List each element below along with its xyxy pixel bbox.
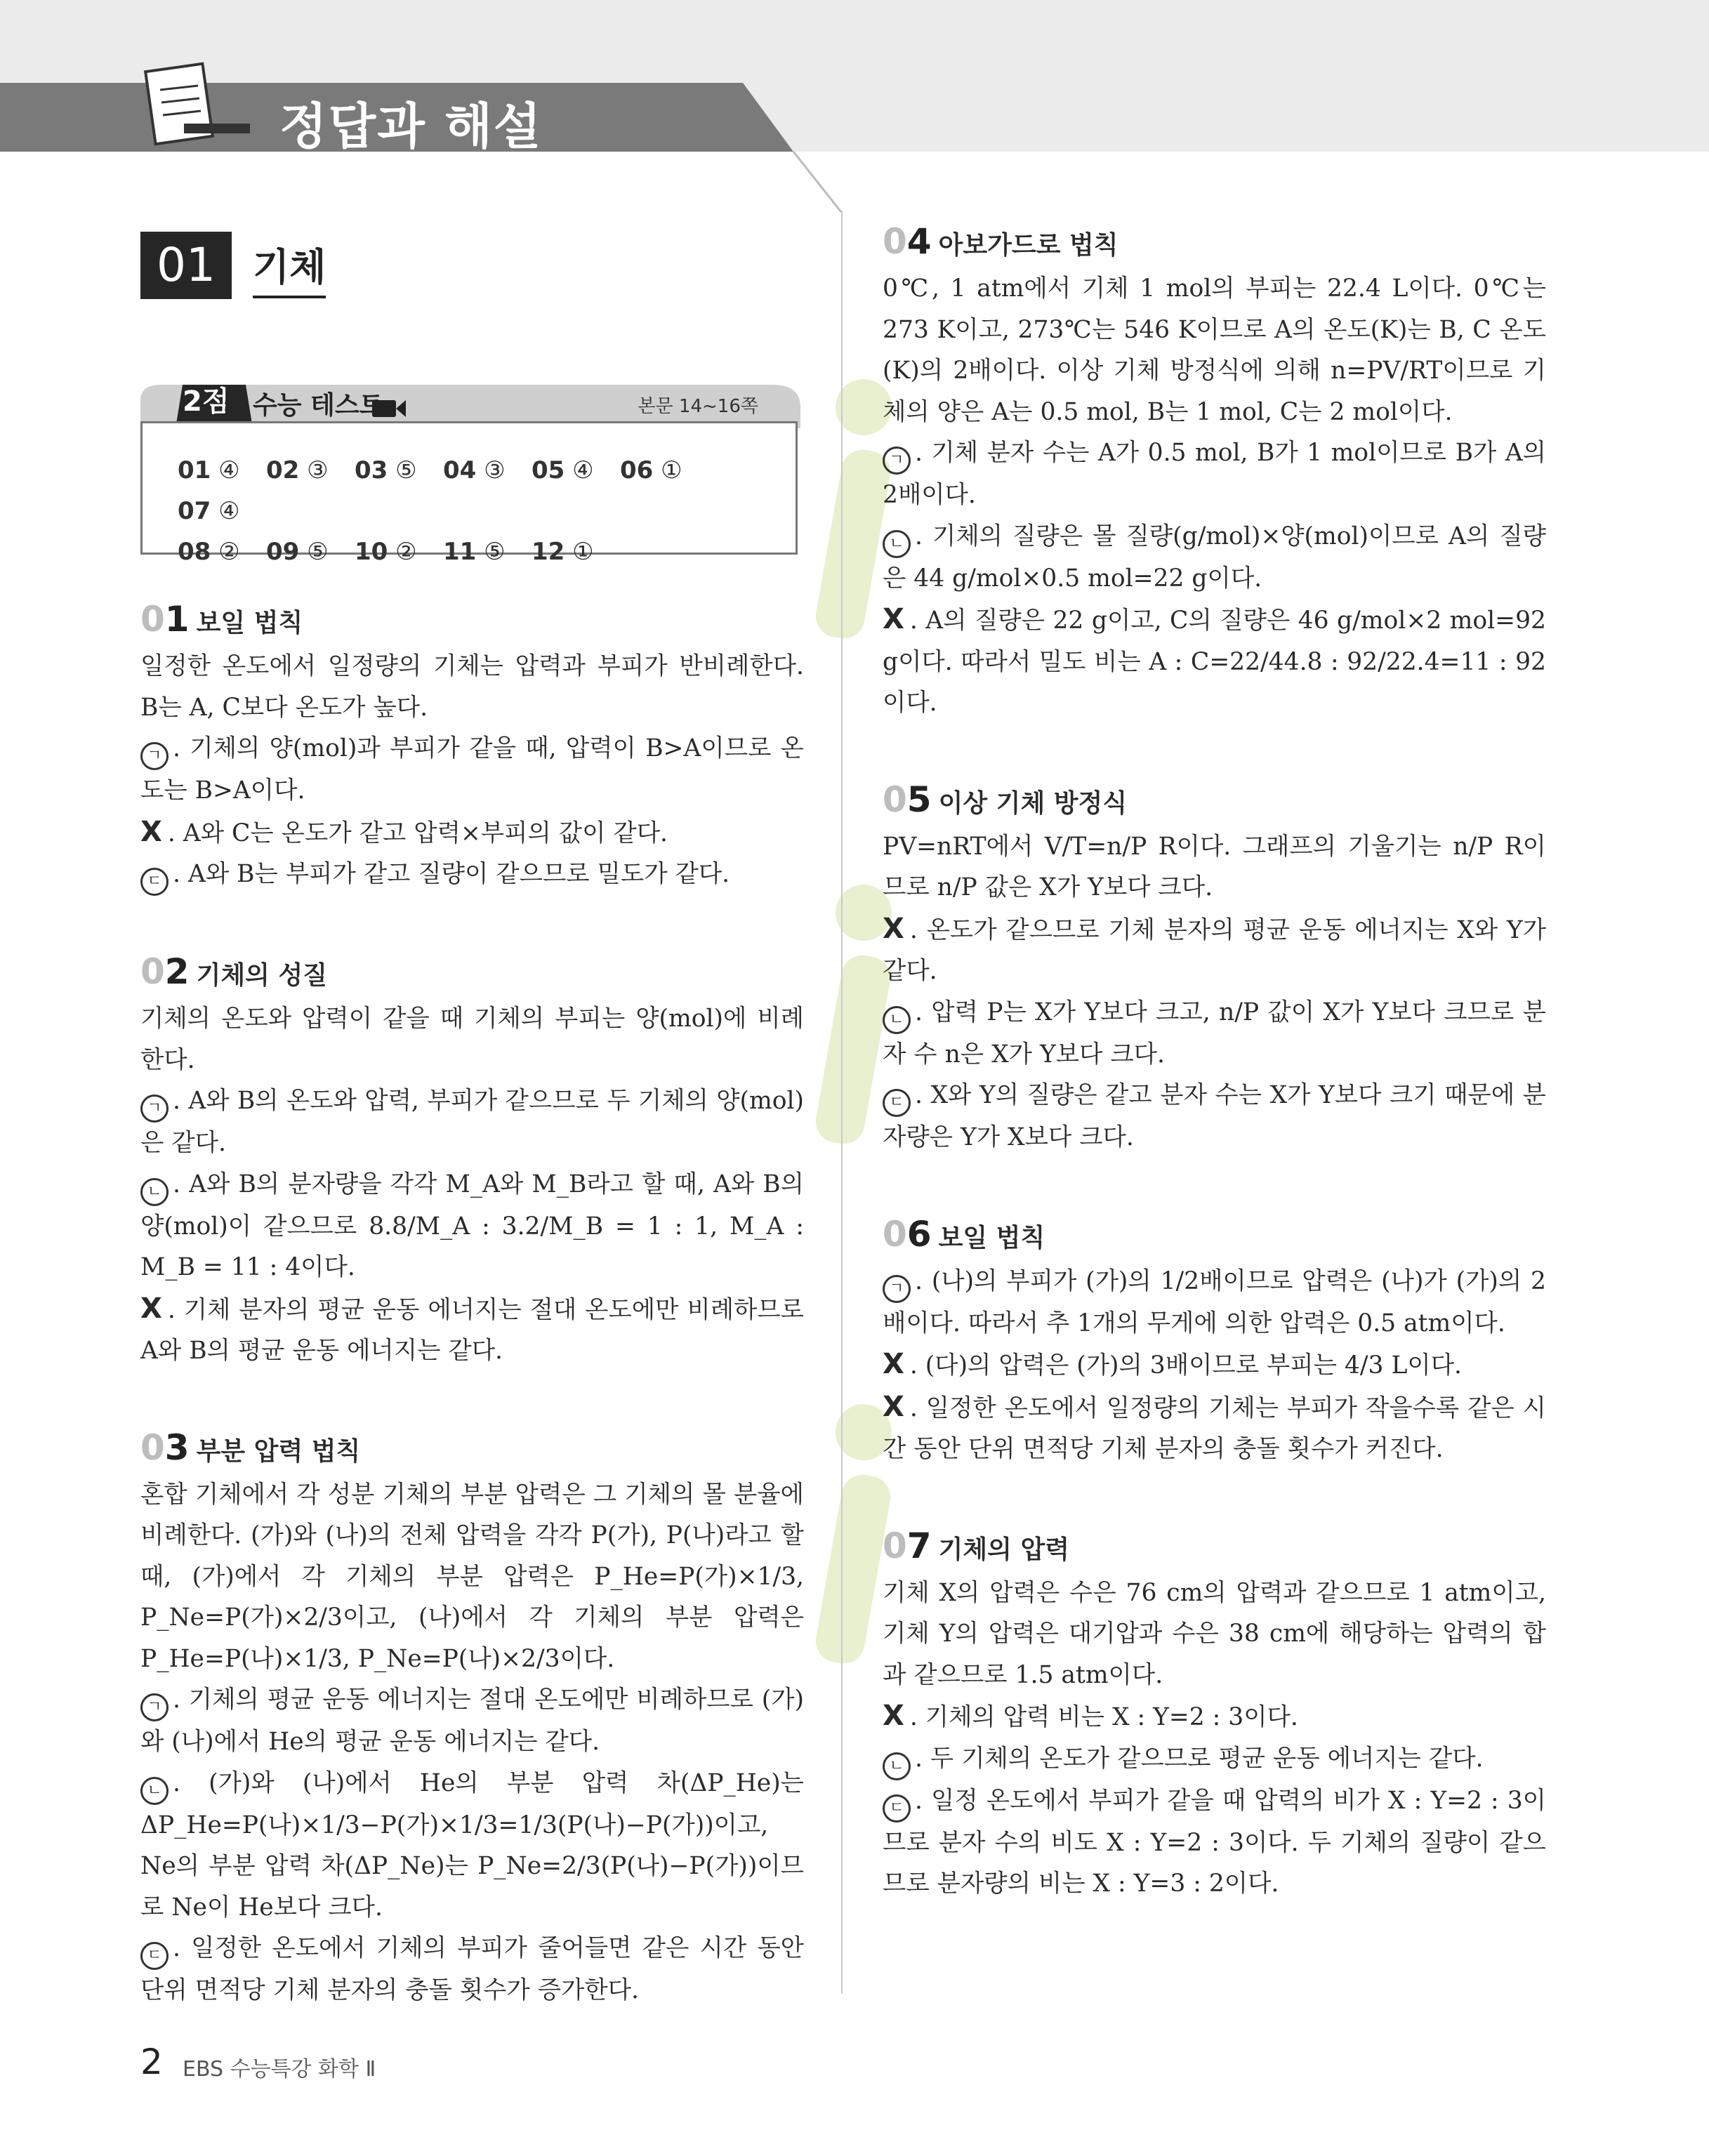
explanation-line: [140, 1164, 804, 1288]
explanation-line: [883, 516, 1546, 600]
answer-question: 04: [443, 456, 477, 484]
answer-choice: ②: [211, 538, 240, 566]
explanation-line: [883, 1780, 1546, 1905]
choice-marker: ㄷ: [883, 1794, 911, 1823]
question-title: 이상 기체 방정식: [938, 788, 1128, 818]
explanation-line: [140, 1288, 804, 1372]
question-number: 5: [906, 779, 932, 820]
wrong-mark-icon: X: [883, 1390, 904, 1423]
left-column: [140, 597, 804, 2011]
explanation-line: 기체 X의 압력은 수은 76 cm의 압력과 같으므로 1 atm이고, 기체 Y의 압력은 대기압과 수은 38 cm에 해당하는 압력의 합과 같으므로 1.5 atm이다.: [883, 1578, 1546, 1689]
explanation-text: . A와 B의 온도와 압력, 부피가 같으므로 두 기체의 양(mol)은 같다.: [140, 1087, 804, 1157]
explanation-text: . 기체 분자 수는 A가 0.5 mol, B가 1 mol이므로 B가 A의 2배이다.: [883, 439, 1546, 509]
choice-marker: ㄱ: [883, 447, 911, 475]
answer-choice: ④: [211, 456, 240, 484]
explanation-text: . 기체의 평균 운동 에너지는 절대 온도에만 비례하므로 (가)와 (나)에서 He의 평균 운동 에너지는 같다.: [140, 1686, 804, 1756]
test-name: 수능 테스트: [253, 391, 384, 420]
explanation-text: . 기체 분자의 평균 운동 에너지는 절대 온도에만 비례하므로 A와 B의 평균 운동 에너지는 같다.: [140, 1295, 804, 1365]
explanation-line: [883, 1344, 1546, 1387]
question-number: 4: [906, 221, 932, 262]
explanation-line: [883, 599, 1546, 724]
answer-question: 11: [443, 538, 477, 566]
wrong-mark-icon: X: [140, 815, 162, 848]
answer-item: [178, 450, 266, 491]
answer-list: [178, 450, 781, 572]
answer-item: [355, 450, 443, 491]
explanation-line: 0℃, 1 atm에서 기체 1 mol의 부피는 22.4 L이다. 0℃는 273 K이고, 273℃는 546 K이므로 A의 온도(K)는 B, C 온도(K)의 2배이다. 이상 기체 방정식에 의해 n=PV/RT이므로 기체의 양은 A는 0.5 mol, B는 1 mol, C는 2 mol이다.: [883, 275, 1546, 426]
answer-item: [178, 491, 266, 531]
question-number-prefix: 0: [140, 599, 165, 640]
question-number-prefix: 0: [883, 1525, 907, 1566]
column-divider: [841, 211, 843, 1994]
explanation-text: . 온도가 같으므로 기체 분자의 평균 운동 에너지는 X와 Y가 같다.: [883, 915, 1546, 985]
explanation-line: [883, 1075, 1546, 1158]
question-heading: [883, 777, 1546, 826]
question-number: 3: [164, 1427, 190, 1468]
question-number-prefix: 0: [883, 221, 907, 262]
answer-question: 01: [178, 456, 211, 484]
choice-marker: ㄷ: [140, 1942, 169, 1970]
answer-question: 02: [266, 456, 300, 484]
question-title: 부분 압력 법칙: [196, 1436, 361, 1466]
wrong-mark-icon: X: [140, 1292, 162, 1325]
wrong-mark-icon: X: [883, 603, 904, 635]
explanation-line: [883, 992, 1546, 1076]
answer-choice: ⑤: [299, 538, 329, 566]
question-number: 2: [164, 951, 190, 992]
answer-item: [266, 450, 355, 491]
answer-choice: ②: [388, 538, 417, 566]
explanation-line: [883, 1738, 1546, 1780]
choice-marker: ㄴ: [883, 1752, 911, 1780]
explanation-text: . (다)의 압력은 (가)의 3배이므로 부피는 4/3 L이다.: [909, 1351, 1462, 1380]
explanation-text: . (나)의 부피가 (가)의 1/2배이므로 압력은 (나)가 (가)의 2배이다. 따라서 추 1개의 무게에 의한 압력은 0.5 atm이다.: [883, 1267, 1546, 1337]
explanation-line: [140, 728, 804, 812]
answer-choice: ①: [653, 456, 682, 484]
header-banner: [0, 0, 1709, 232]
answer-question: 07: [178, 497, 211, 525]
choice-marker: ㄴ: [140, 1178, 169, 1206]
explanation-text: . A와 C는 온도가 같고 압력×부피의 값이 같다.: [167, 819, 668, 847]
answer-choice: ③: [299, 456, 329, 484]
explanation-text: . 기체의 질량은 몰 질량(g/mol)×양(mol)이므로 A의 질량은 44 g/mol×0.5 mol=22 g이다.: [883, 522, 1546, 593]
question-heading: [140, 597, 804, 646]
explanation-line: [883, 1695, 1546, 1738]
answer-question: 10: [355, 538, 388, 566]
answer-question: 03: [355, 456, 388, 484]
explanation-text: . 일정 온도에서 부피가 같을 때 압력의 비가 X : Y=2 : 3이므로 분자 수의 비도 X : Y=2 : 3이다. 두 기체의 질량이 같으므로 분자량의 비는 X : Y=3 : 2이다.: [883, 1786, 1546, 1898]
explanation-line: [883, 432, 1546, 516]
question-number-prefix: 0: [883, 1213, 907, 1255]
question-heading: [883, 1523, 1546, 1573]
wrong-mark-icon: X: [883, 1348, 904, 1380]
answer-choice: ⑤: [388, 456, 417, 484]
answer-item: [178, 531, 266, 572]
answer-question: 12: [532, 538, 565, 566]
explanation-text: . 기체의 압력 비는 X : Y=2 : 3이다.: [909, 1703, 1298, 1731]
test-pages: 본문 14~16쪽: [638, 396, 758, 417]
choice-marker: ㄱ: [140, 1693, 169, 1721]
chapter-title: 기체: [253, 237, 326, 298]
explanation-text: . X와 Y의 질량은 같고 분자 수는 X가 Y보다 크기 때문에 분자량은 Y가 X보다 크다.: [883, 1081, 1546, 1151]
explanation-line: [140, 854, 804, 896]
answer-item: [532, 531, 620, 572]
answer-choice: ①: [565, 538, 594, 566]
answer-item: [532, 450, 620, 491]
question-title: 보일 법칙: [196, 609, 303, 637]
book-title: EBS 수능특강 화학 Ⅱ: [183, 2057, 376, 2082]
answer-choice: ④: [211, 497, 240, 525]
question-title: 기체의 압력: [938, 1535, 1070, 1564]
answer-choice: ③: [476, 456, 506, 484]
explanation-line: [140, 1679, 804, 1763]
explanation-line: [140, 1080, 804, 1164]
explanation-text: . 압력 P는 X가 Y보다 크고, n/P 값이 X가 Y보다 크므로 분자 수 n은 X가 Y보다 크다.: [883, 998, 1546, 1069]
answer-question: 08: [178, 538, 211, 566]
answer-item: [355, 531, 443, 572]
right-column: [883, 219, 1546, 1905]
answer-choice: ⑤: [476, 538, 506, 566]
answer-question: 09: [266, 538, 300, 566]
answer-question: 06: [620, 456, 654, 484]
answer-box: [140, 421, 798, 566]
choice-marker: ㄱ: [883, 1275, 911, 1303]
question-heading: [140, 949, 804, 998]
wrong-mark-icon: X: [883, 912, 904, 945]
explanation-text: . 두 기체의 온도가 같으므로 평균 운동 에너지는 같다.: [915, 1744, 1484, 1773]
chapter-number: 01: [140, 232, 232, 299]
explanation-line: 일정한 온도에서 일정량의 기체는 압력과 부피가 반비례한다. B는 A, C보다 온도가 높다.: [140, 652, 804, 722]
choice-marker: ㄱ: [140, 742, 169, 770]
page-title: 정답과 해설: [279, 98, 543, 155]
question-heading: [140, 1425, 804, 1474]
explanation-line: [883, 1261, 1546, 1344]
explanation-line: 기체의 온도와 압력이 같을 때 기체의 부피는 양(mol)에 비례한다.: [140, 1005, 804, 1074]
question-number: 7: [906, 1525, 932, 1566]
wrong-mark-icon: X: [883, 1700, 904, 1732]
question-number: 6: [906, 1213, 932, 1255]
question-title: 기체의 성질: [196, 961, 328, 990]
explanation-text: . (가)와 (나)에서 He의 부분 압력 차(ΔP_He)는 ΔP_He=P(나)×1/3−P(가)×1/3=1/3(P(나)−P(가))이고, Ne의 부분 압력 차(ΔP_Ne)는 P_Ne=2/3(P(나)−P(가))이므로 Ne이 He보다 크다.: [140, 1768, 804, 1922]
explanation-text: . 일정한 온도에서 기체의 부피가 줄어들면 같은 시간 동안 단위 면적당 기체 분자의 충돌 횟수가 증가한다.: [140, 1934, 804, 2004]
explanation-line: [140, 1928, 804, 2011]
answer-choice: ④: [565, 456, 594, 484]
question-title: 아보가드로 법칙: [938, 231, 1119, 260]
choice-marker: ㄴ: [140, 1777, 169, 1805]
question-number: 1: [164, 599, 190, 640]
explanation-text: . A와 B의 분자량을 각각 M_A와 M_B라고 할 때, A와 B의 양(mol)이 같으므로 8.8/M_A : 3.2/M_B = 1 : 1, M_A : M_B = 11 : 4이다.: [140, 1170, 804, 1281]
choice-marker: ㄷ: [883, 1089, 911, 1117]
question-number-prefix: 0: [140, 1427, 165, 1468]
explanation-line: [883, 908, 1546, 992]
answer-question: 05: [532, 456, 565, 484]
choice-marker: ㄱ: [140, 1094, 169, 1123]
question-heading: [883, 219, 1546, 268]
explanation-line: [140, 1763, 804, 1929]
answer-item: [620, 450, 708, 491]
page-number: 2: [140, 2042, 163, 2082]
explanation-line: [140, 812, 804, 854]
explanation-text: . A의 질량은 22 g이고, C의 질량은 46 g/mol×2 mol=92 g이다. 따라서 밀도 비는 A : C=22/44.8 : 92/22.4=11 : 92이다.: [883, 607, 1546, 717]
question-number-prefix: 0: [140, 951, 165, 992]
choice-marker: ㄷ: [140, 868, 169, 896]
explanation-text: . 기체의 양(mol)과 부피가 같을 때, 압력이 B>A이므로 온도는 B>A이다.: [140, 734, 804, 805]
explanation-line: 혼합 기체에서 각 성분 기체의 부분 압력은 그 기체의 몰 분율에 비례한다. (가)와 (나)의 전체 압력을 각각 P(가), P(나)라고 할 때, (가)에서 각 기체의 부분 압력은 P_He=P(가)×1/3, P_Ne=P(가)×2/3이고, (나)에서 각 기체의 부분 압력은 P_He=P(나)×1/3, P_Ne=P(나)×2/3이다.: [140, 1480, 804, 1673]
explanation-line: PV=nRT에서 V/T=n/P R이다. 그래프의 기울기는 n/P R이므로 n/P 값은 X가 Y보다 크다.: [883, 832, 1546, 901]
choice-marker: ㄴ: [883, 1006, 911, 1034]
question-number-prefix: 0: [883, 779, 907, 820]
choice-marker: ㄴ: [883, 530, 911, 558]
answer-item: [266, 531, 355, 572]
answer-item: [443, 450, 532, 491]
test-badge: 2점: [183, 385, 230, 418]
answer-item: [443, 531, 532, 572]
explanation-text: . 일정한 온도에서 일정량의 기체는 부피가 작을수록 같은 시간 동안 단위 면적당 기체 분자의 충돌 횟수가 커진다.: [883, 1394, 1546, 1463]
explanation-text: . A와 B는 부피가 같고 질량이 같으므로 밀도가 같다.: [173, 860, 730, 888]
question-title: 보일 법칙: [938, 1223, 1045, 1252]
explanation-line: [883, 1387, 1546, 1470]
question-heading: [883, 1212, 1546, 1261]
